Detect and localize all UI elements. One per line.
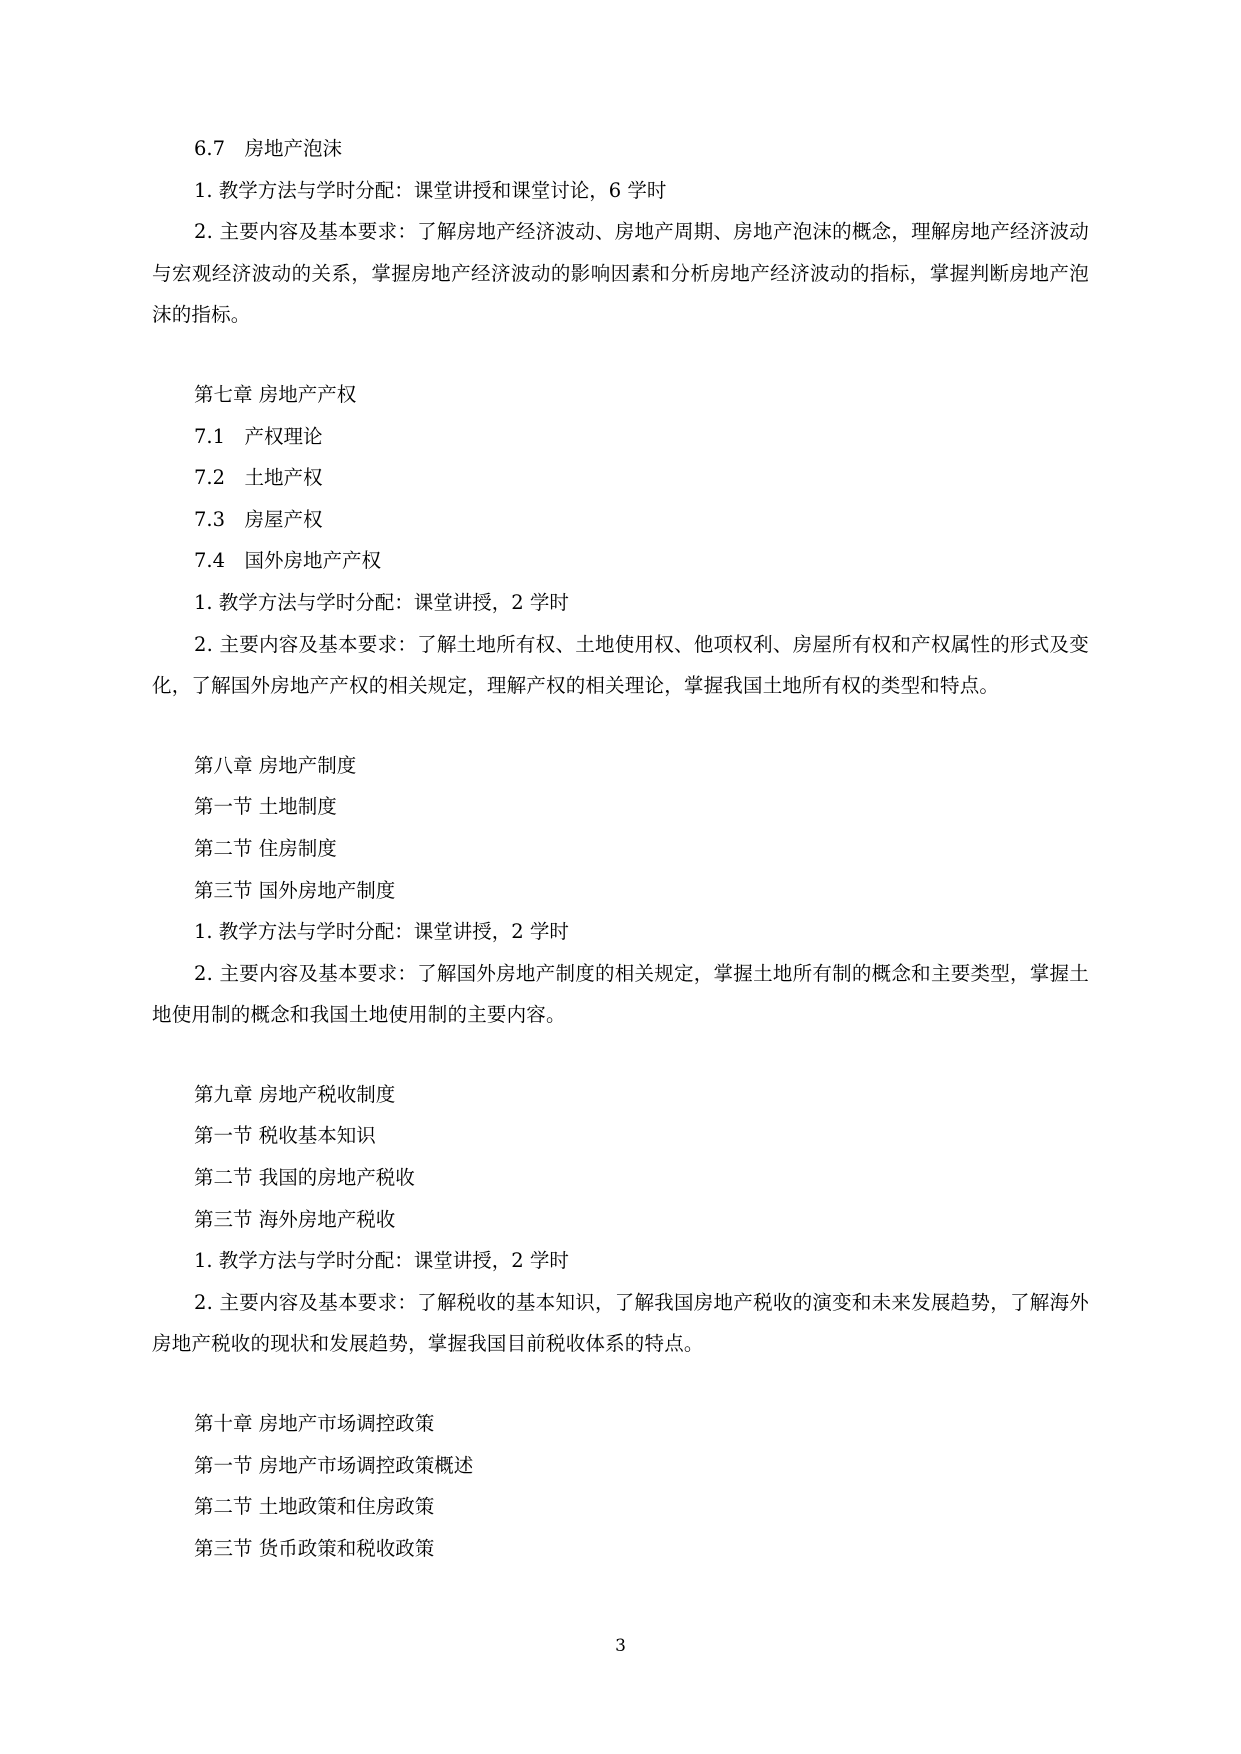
section-6-7 (152, 128, 1089, 336)
section-heading: 第三节 国外房地产制度 (194, 878, 396, 902)
chapter-title: 第八章 房地产制度 (194, 753, 357, 777)
chapter-9 (152, 1074, 1089, 1365)
section-heading: 第一节 税收基本知识 (194, 1124, 376, 1148)
teaching-method-line: 1. 教学方法与学时分配：课堂讲授，2 学时 (194, 1249, 569, 1273)
section-heading: 第二节 我国的房地产税收 (194, 1166, 415, 1190)
section-heading: 7.3 房屋产权 (194, 507, 323, 531)
chapter-title: 第九章 房地产税收制度 (194, 1082, 396, 1106)
chapter-8 (152, 745, 1089, 1036)
section-heading: 第三节 海外房地产税收 (194, 1207, 396, 1231)
section-heading: 第一节 房地产市场调控政策概述 (194, 1453, 474, 1477)
requirements-paragraph: 2. 主要内容及基本要求：了解国外房地产制度的相关规定，掌握土地所有制的概念和主要类型，掌握土地使用制的概念和我国土地使用制的主要内容。 (152, 961, 1089, 1027)
section-heading: 7.2 土地产权 (194, 466, 323, 490)
teaching-method-line: 1. 教学方法与学时分配：课堂讲授，2 学时 (194, 590, 569, 614)
section-heading: 第二节 住房制度 (194, 836, 337, 860)
requirements-paragraph: 2. 主要内容及基本要求：了解税收的基本知识，了解我国房地产税收的演变和未来发展趋势，了解海外房地产税收的现状和发展趋势，掌握我国目前税收体系的特点。 (152, 1290, 1089, 1356)
section-heading: 第二节 土地政策和住房政策 (194, 1495, 435, 1519)
document-body (152, 128, 1089, 1569)
chapter-7 (152, 374, 1089, 707)
section-heading: 7.1 产权理论 (194, 424, 323, 448)
requirements-paragraph: 2. 主要内容及基本要求：了解房地产经济波动、房地产周期、房地产泡沫的概念，理解房地产经济波动与宏观经济波动的关系，掌握房地产经济波动的影响因素和分析房地产经济波动的指标，掌握判断房地产泡沫的指标。 (152, 220, 1089, 327)
chapter-10 (152, 1403, 1089, 1569)
teaching-method-line: 1. 教学方法与学时分配：课堂讲授，2 学时 (194, 920, 569, 944)
teaching-method-line: 1. 教学方法与学时分配：课堂讲授和课堂讨论，6 学时 (194, 178, 667, 202)
section-heading: 7.4 国外房地产产权 (194, 549, 382, 573)
page-number: 3 (615, 1636, 626, 1656)
chapter-title: 第七章 房地产产权 (194, 382, 357, 406)
requirements-paragraph: 2. 主要内容及基本要求：了解土地所有权、土地使用权、他项权利、房屋所有权和产权属性的形式及变化，了解国外房地产产权的相关规定，理解产权的相关理论，掌握我国土地所有权的类型和特点。 (152, 632, 1089, 698)
section-heading: 第三节 货币政策和税收政策 (194, 1536, 435, 1560)
chapter-title: 第十章 房地产市场调控政策 (194, 1412, 435, 1436)
section-heading: 第一节 土地制度 (194, 795, 337, 819)
section-heading: 6.7 房地产泡沫 (194, 137, 343, 160)
